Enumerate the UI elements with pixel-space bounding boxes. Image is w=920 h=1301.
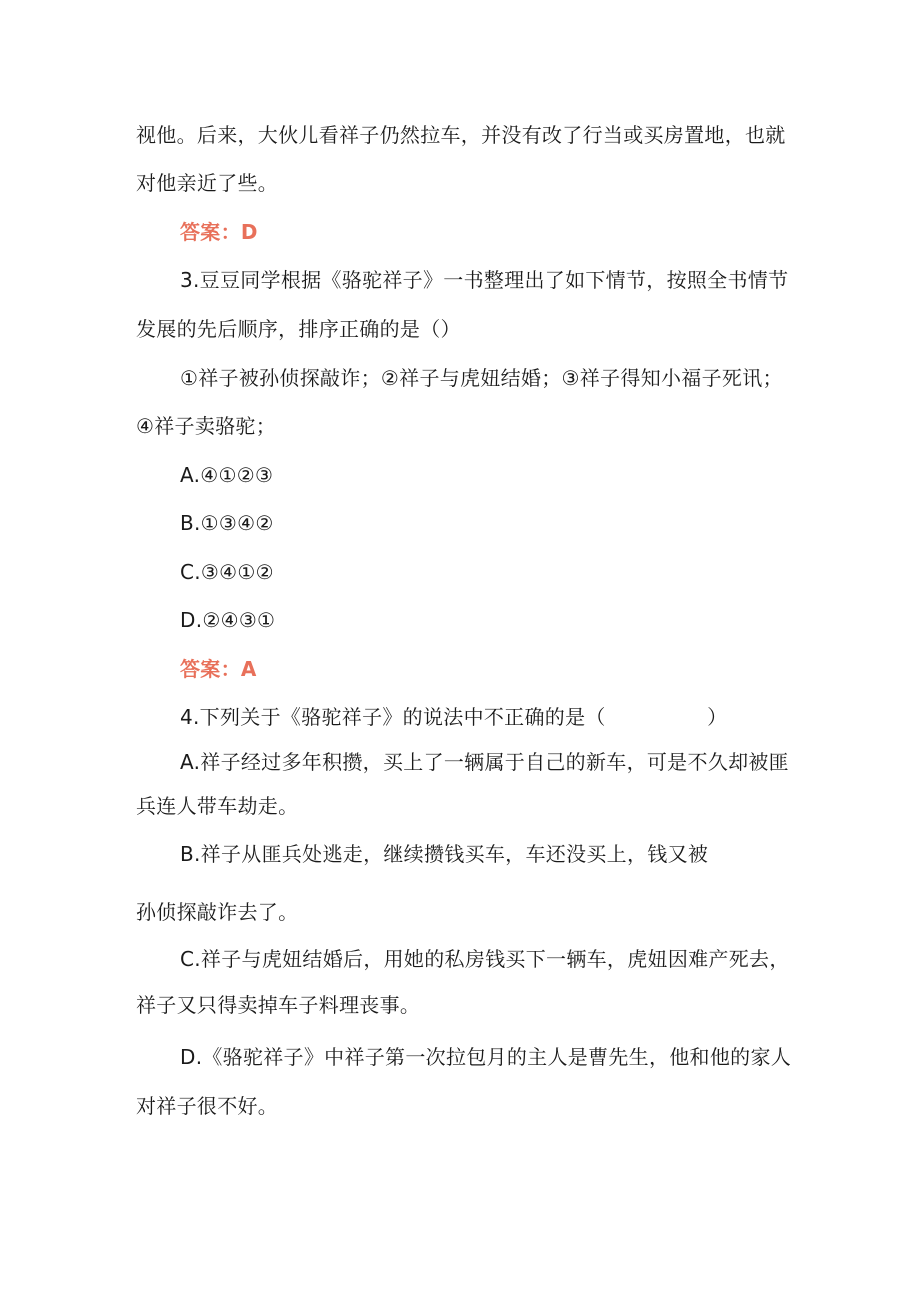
q3-events-line-2: ④祥子卖骆驼； [136, 414, 277, 438]
q4-option-a-line-2: 兵连人带车劫走。 [136, 794, 299, 818]
q3-option-c: C.③④①② [180, 560, 274, 584]
q3-option-d: D.②④③① [180, 608, 276, 632]
q3-option-a: A.④①②③ [180, 463, 274, 487]
q4-stem: 4.下列关于《骆驼祥子》的说法中不正确的是（ ） [180, 705, 728, 729]
q4-option-c-line-2: 祥子又只得卖掉车子料理丧事。 [136, 993, 421, 1017]
intro-line-1: 视他。后来，大伙儿看祥子仍然拉车，并没有改了行当或买房置地，也就 [136, 123, 786, 147]
q4-option-c-line-1: C.祥子与虎妞结婚后，用她的私房钱买下一辆车，虎妞因难产死去， [180, 947, 790, 971]
q3-stem-line-2: 发展的先后顺序，排序正确的是（） [136, 317, 461, 341]
q3-option-b: B.①③④② [180, 511, 274, 535]
q4-option-d-line-2: 对祥子很不好。 [136, 1094, 279, 1118]
q4-option-b-line-1: B.祥子从匪兵处逃走，继续攒钱买车，车还没买上，钱又被 [180, 842, 709, 866]
q4-option-d-line-1: D.《骆驼祥子》中祥子第一次拉包月的主人是曹先生，他和他的家人 [180, 1045, 792, 1069]
answer-q3: 答案：A [180, 657, 257, 681]
q3-events-line-1: ①祥子被孙侦探敲诈；②祥子与虎妞结婚；③祥子得知小福子死讯； [180, 366, 783, 390]
q4-option-a-line-1: A.祥子经过多年积攒，买上了一辆属于自己的新车，可是不久却被匪 [180, 750, 789, 774]
answer-q2: 答案：D [180, 220, 258, 244]
q4-option-b-line-2: 孙侦探敲诈去了。 [136, 900, 299, 924]
intro-line-2: 对他亲近了些。 [136, 171, 279, 195]
q3-stem-line-1: 3.豆豆同学根据《骆驼祥子》一书整理出了如下情节，按照全书情节 [180, 268, 789, 292]
